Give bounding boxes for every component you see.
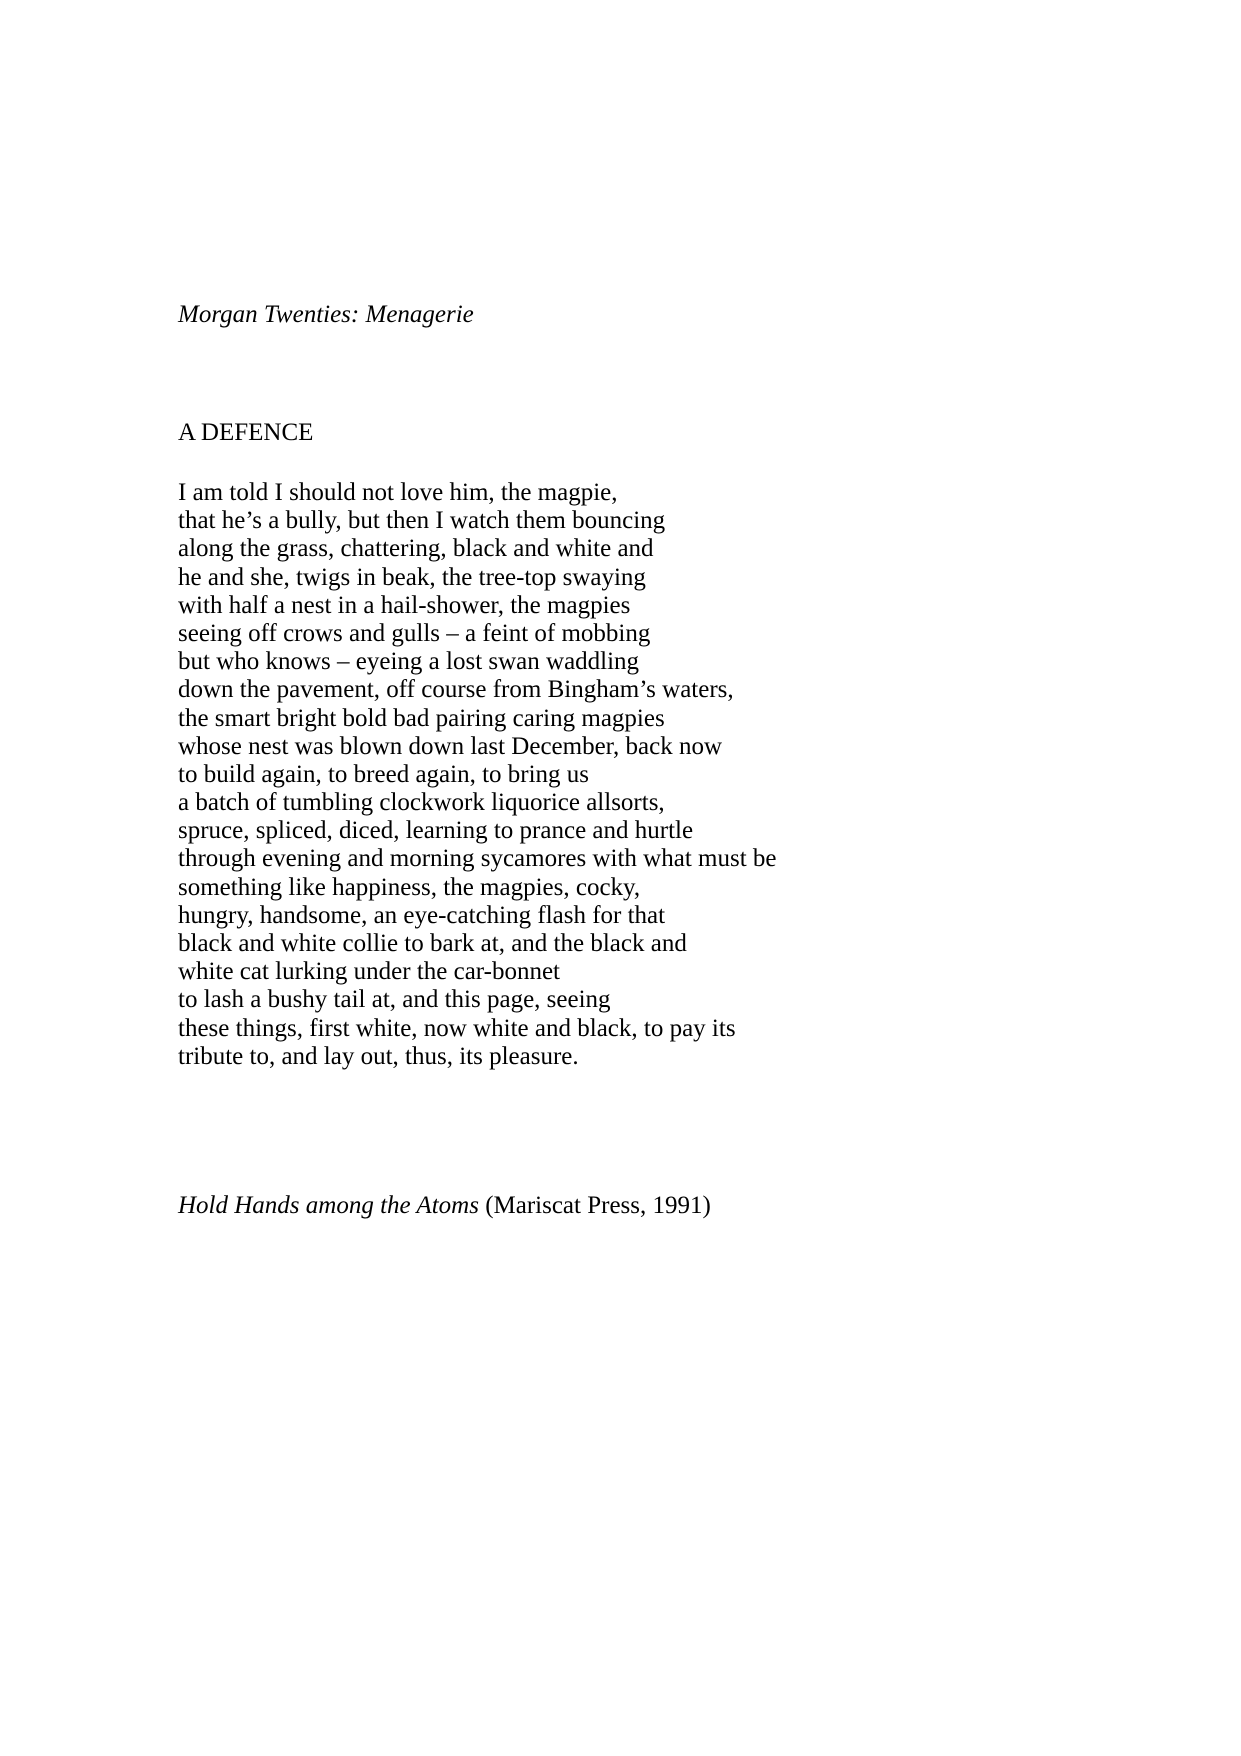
- poem-line: he and she, twigs in beak, the tree-top swaying: [178, 563, 646, 591]
- poem-line: white cat lurking under the car-bonnet: [178, 958, 560, 986]
- publisher-info: (Mariscat Press, 1991): [478, 1192, 711, 1219]
- poem-line: whose nest was blown down last December, back now: [178, 732, 723, 760]
- poem-line: that he’s a bully, but then I watch them bouncing: [178, 507, 666, 535]
- poem-body: [178, 479, 777, 1071]
- poem-title: A DEFENCE: [178, 419, 314, 446]
- poem-line: seeing off crows and gulls – a feint of mobbing: [178, 619, 651, 647]
- series-title: Morgan Twenties: Menagerie: [178, 301, 474, 328]
- poem-line: hungry, handsome, an eye-catching flash for that: [178, 901, 666, 929]
- poem-line: through evening and morning sycamores with what must be: [178, 845, 777, 873]
- poem-line: to build again, to breed again, to bring us: [178, 760, 590, 788]
- book-title: Hold Hands among the Atoms: [178, 1192, 479, 1219]
- poem-line: these things, first white, now white and black, to pay its: [178, 1014, 736, 1042]
- poem-line: tribute to, and lay out, thus, its pleasure.: [178, 1042, 579, 1070]
- poem-line: along the grass, chattering, black and white and: [178, 535, 654, 563]
- poem-line: I am told I should not love him, the magpie,: [178, 479, 618, 506]
- poem-line: down the pavement, off course from Bingham’s waters,: [178, 676, 734, 704]
- poem-line: a batch of tumbling clockwork liquorice allsorts,: [178, 789, 665, 817]
- poem-line: to lash a bushy tail at, and this page, seeing: [178, 986, 611, 1014]
- poem-line: the smart bright bold bad pairing caring magpies: [178, 704, 665, 732]
- citation: [178, 1192, 711, 1220]
- poem-line: with half a nest in a hail-shower, the magpies: [178, 591, 631, 619]
- poem-line: something like happiness, the magpies, cocky,: [178, 873, 641, 901]
- poem-line: spruce, spliced, diced, learning to prance and hurtle: [178, 817, 694, 845]
- poem-line: black and white collie to bark at, and the black and: [178, 930, 687, 957]
- poem-line: but who knows – eyeing a lost swan waddling: [178, 648, 640, 676]
